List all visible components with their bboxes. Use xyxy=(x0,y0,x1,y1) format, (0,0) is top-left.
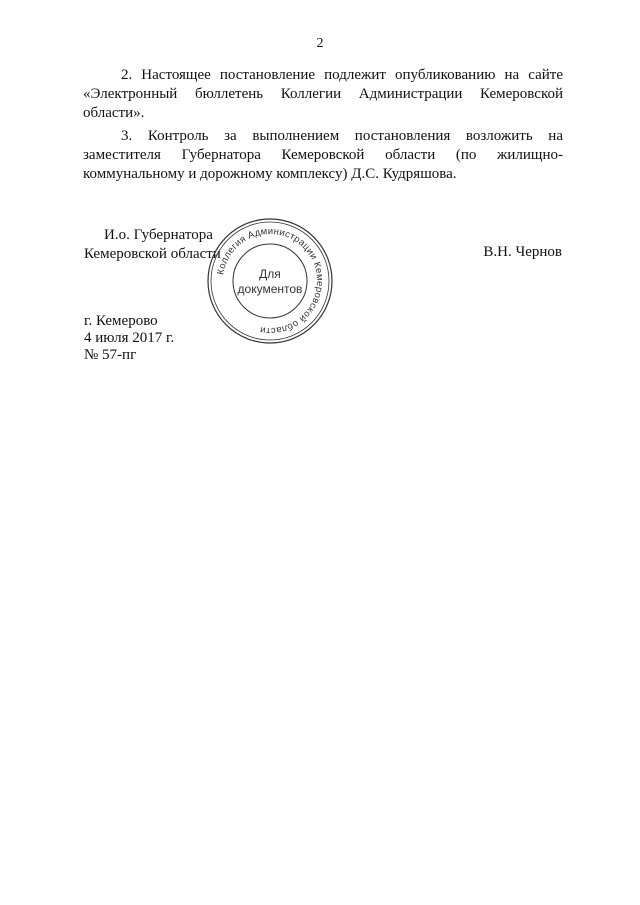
document-body xyxy=(83,66,563,188)
signatory-position: И.о. Губернатора xyxy=(104,227,213,243)
signatory-name: В.Н. Чернов xyxy=(483,244,562,260)
document-city: г. Кемерово xyxy=(84,313,158,329)
document-footer xyxy=(84,313,174,364)
svg-text:Коллегия Администрации Кемеров xyxy=(215,226,325,336)
paragraph-control: 3. Контроль за выполнением постановления возложить на заместителя Губернатора Кемеровской области (по жилищно-коммунальному и дорожному комплексу) Д.С. Кудряшова. xyxy=(83,128,563,182)
paragraph-publication: 2. Настоящее постановление подлежит опубликованию на сайте «Электронный бюллетень Коллегии Администрации Кемеровской области». xyxy=(83,67,563,121)
stamp-center-line1: Для xyxy=(259,267,281,281)
signatory-region: Кемеровской области xyxy=(84,246,221,262)
signatory-title xyxy=(84,226,224,264)
document-date: 4 июля 2017 г. xyxy=(84,330,175,346)
stamp-ring-text: Коллегия Администрации Кемеровской области xyxy=(215,225,326,337)
page-number: 2 xyxy=(316,36,324,51)
stamp-center-line2: документов xyxy=(237,282,303,296)
official-stamp xyxy=(205,216,335,346)
document-number: № 57-пг xyxy=(84,347,137,363)
